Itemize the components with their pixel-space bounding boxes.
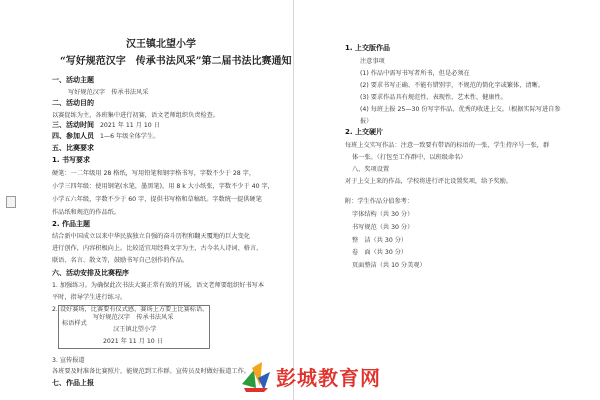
section-heading: 六、活动安排及比赛程序	[52, 269, 129, 277]
body-line: 作品纸和规范的作品纸。	[52, 209, 121, 216]
section-heading: 2. 作品主题	[52, 220, 90, 228]
banner-sample-box	[58, 305, 210, 349]
body-line: 字体结构（共 30 分）	[352, 211, 414, 218]
body-line: 2. 设好赛场，比赛要有仪式感，赛场上方要上比赛标语。	[52, 306, 209, 313]
banner-school: 汉王镇北望小学	[113, 326, 157, 333]
document-outline-icon[interactable]	[6, 196, 16, 208]
section-heading: 1. 书写要求	[52, 156, 90, 164]
body-line: 进行创作，内容积极向上。比较适宜用经典文字为主，古今名人诗词、格言、	[52, 245, 263, 252]
body-line: 每班上交实写作品：注意一致要有带语的标语的一张，学生持序号一张，群	[345, 142, 550, 149]
body-line: 八、奖项设置	[352, 166, 390, 173]
body-line: (1) 作品中需写书写者所书，但是必须在	[360, 70, 470, 77]
body-line: 硬笔：一二年级用 28 格纸，写用铅笔和钢字格书写，字数不少于 28 字，	[52, 170, 256, 177]
body-line: 2021 年 11 月 10 日	[100, 122, 160, 129]
body-line: (4) 每班上报 25—30 份写字作品，优秀的收进上交。（根据实际写进自参	[360, 106, 561, 113]
body-line: 页面整洁（共 10 分美观）	[352, 262, 426, 269]
body-line: 写好规范汉字 传承书法风采	[68, 89, 149, 96]
body-line: 附：学生作品分值参考：	[345, 198, 414, 205]
body-line: 注意事项	[360, 58, 385, 65]
body-line: 小学三四年级：使用钢笔(水笔，墨黑笔)，用 8 k 大小纸张，字数不少于 40 字，	[52, 183, 274, 190]
body-line: 整 洁（共 30 分）	[352, 237, 408, 244]
section-heading: 一、活动主题	[52, 76, 94, 84]
section-heading: 四、参加人员	[52, 132, 94, 140]
body-line: 体一张。（打包至工作群中，以班级命名）	[352, 154, 467, 161]
body-line: 各班要及时准备比赛照片，能规范到工作群。宣传员及时做好报道工作。	[52, 368, 250, 375]
body-line: 报）	[360, 118, 373, 125]
banner-slogan: 写好规范汉字 传承书法风采	[93, 314, 174, 321]
body-line: 卷 面（共 30 分）	[352, 249, 408, 256]
body-line: (3) 要求作品具有规范性、表现性、艺术性、健康性。	[360, 94, 507, 101]
section-heading: 二、活动目的	[52, 99, 94, 107]
notice-title: “写好规范汉字 传承书法风采”第二届书法比赛通知	[60, 56, 292, 67]
document-page-right	[300, 0, 585, 400]
section-heading: 三、活动时间	[52, 121, 94, 129]
body-line: 结合新中国成立以来中华民族独立自强的奋斗历程和翻天覆地的巨大变化	[52, 233, 250, 240]
watermark-logo	[238, 358, 381, 394]
section-heading: 1. 上交版作品	[345, 44, 390, 52]
section-heading: 2. 上交硬片	[345, 128, 383, 136]
body-line: 1. 加强练习。为确保此次书法大赛正常有效的开展，语文老师要组织好书写本	[52, 282, 265, 289]
body-line: 3. 宣传报道	[52, 357, 85, 364]
body-line: (2) 要求书写正确、不能有错别字，不规范的简化字或繁体，清晰。	[360, 82, 544, 89]
section-heading: 七、作品上报	[52, 379, 94, 387]
school-name: 汉王镇北望小学	[126, 39, 196, 50]
page-divider	[293, 0, 294, 400]
section-heading: 五、比赛要求	[52, 144, 94, 152]
body-line: 对于上交上来的作品，学校将进行评比设置奖项，给予奖励。	[345, 178, 513, 185]
body-line: 1—6 年级全体学生。	[100, 133, 160, 140]
banner-date: 2021 年 11 月 10 日	[103, 338, 163, 345]
body-line: 书写规范（共 30 分）	[352, 224, 414, 231]
body-line: 标语样式	[62, 320, 87, 327]
body-line: 平时，指导学生进行练习。	[52, 294, 127, 301]
watermark-text: 彭城教育网	[276, 366, 381, 390]
book-icon	[238, 358, 274, 394]
body-line: 联语、名言、散文等，鼓励书写自己创作的作品。	[52, 257, 189, 264]
body-line: 小学五六年级，字数不少于 60 字，提供书写格和草稿纸。字数统一提供硬笔	[52, 196, 262, 203]
body-line: 以赛促练为主，各班集中进行初赛，语文老师组织负责检查。	[52, 112, 220, 119]
